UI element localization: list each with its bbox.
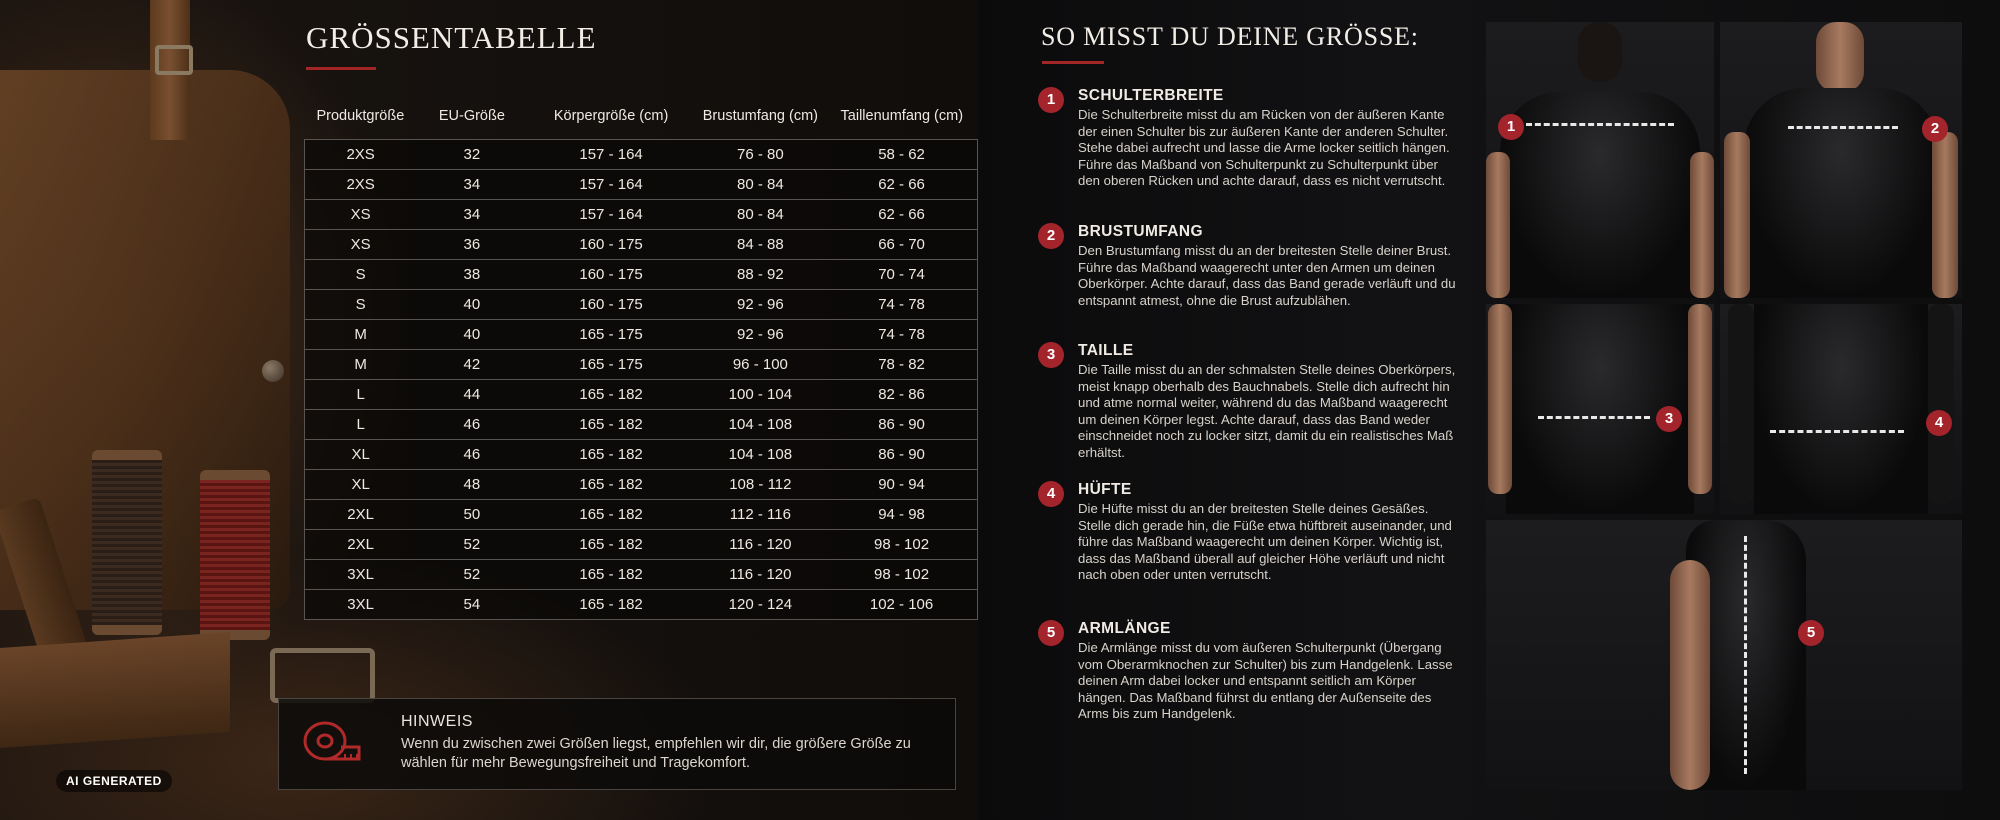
ai-generated-badge: AI GENERATED [56,770,172,792]
table-row [305,230,978,260]
size-table-body [305,140,978,620]
table-cell: 70 - 74 [826,260,977,290]
table-cell: 84 - 88 [695,230,826,260]
table-cell: 108 - 112 [695,470,826,500]
table-cell: XL [305,440,417,470]
table-cell: S [305,260,417,290]
table-cell: 74 - 78 [826,320,977,350]
table-row [305,380,978,410]
photo-shoulder-back [1486,22,1714,298]
table-cell: 50 [416,500,527,530]
header-eu-size: EU-Größe [438,108,505,124]
table-cell: 92 - 96 [695,320,826,350]
step-number-badge: 4 [1038,481,1064,507]
table-cell: 157 - 164 [528,170,695,200]
photo-shoulder-front [1720,22,1962,298]
step-title: ARMLÄNGE [1078,620,1171,637]
hint-text: Wenn du zwischen zwei Größen liegst, empfehlen wir dir, die größere Größe zu wählen für mehr Bewegungsfreiheit und Tragekomfort. [401,736,911,771]
table-cell: 165 - 182 [528,470,695,500]
table-cell: 160 - 175 [528,290,695,320]
table-cell: M [305,320,417,350]
photo-badge: 3 [1656,406,1682,432]
size-chart-panel [0,0,978,820]
table-cell: 86 - 90 [826,440,977,470]
table-cell: 88 - 92 [695,260,826,290]
step-title: TAILLE [1078,342,1134,359]
table-cell: XS [305,200,417,230]
table-cell: 62 - 66 [826,170,977,200]
table-row [305,440,978,470]
step-title: HÜFTE [1078,481,1132,498]
table-row [305,350,978,380]
step-number-badge: 2 [1038,223,1064,249]
table-cell: 52 [416,530,527,560]
table-cell: 98 - 102 [826,560,977,590]
header-product-size: Produktgröße [316,108,405,124]
step-title: SCHULTERBREITE [1078,87,1224,104]
table-row [305,470,978,500]
table-cell: 32 [416,140,527,170]
table-cell: 80 - 84 [695,200,826,230]
table-cell: 44 [416,380,527,410]
table-cell: 80 - 84 [695,170,826,200]
table-cell: 104 - 108 [695,410,826,440]
table-cell: 46 [416,440,527,470]
table-cell: 58 - 62 [826,140,977,170]
step-text: Den Brustumfang misst du an der breitesten Stelle deiner Brust. Führe das Maßband waagerecht unter den Armen um deinen Oberkörper. Achte darauf, dass das Band gerade verläuft und du entspannt atmest, ohne die Brust aufzublähen. [1078,243,1456,308]
table-cell: 165 - 182 [528,380,695,410]
table-cell: 160 - 175 [528,260,695,290]
table-cell: 165 - 175 [528,320,695,350]
table-cell: 82 - 86 [826,380,977,410]
photo-badge: 5 [1798,620,1824,646]
table-cell: S [305,290,417,320]
step-text: Die Taille misst du an der schmalsten Stelle deines Oberkörpers, meist knapp oberhalb des Bauchnabels. Stelle dich aufrecht hin und atme normal weiter, während du das Maßband waagerecht um deinen Körper legst. Achte darauf, dass das Band weder einschneidet noch zu locker sitzt, damit du ein realistisches Maß erhältst. [1078,362,1456,460]
apron-rivet-image [262,360,284,382]
title-underline [306,67,376,70]
size-table-header [305,105,978,127]
photo-waist [1486,304,1714,514]
step-number-badge: 1 [1038,87,1064,113]
table-cell: 157 - 164 [528,140,695,170]
table-cell: 36 [416,230,527,260]
size-table-title: GRÖSSENTABELLE [306,20,597,55]
red-thread-spool-image [200,470,270,640]
table-cell: 94 - 98 [826,500,977,530]
table-cell: XS [305,230,417,260]
photo-badge: 2 [1922,116,1948,142]
table-row [305,170,978,200]
table-cell: 165 - 182 [528,500,695,530]
table-cell: 98 - 102 [826,530,977,560]
photo-badge: 1 [1498,114,1524,140]
table-cell: M [305,350,417,380]
table-cell: 48 [416,470,527,500]
table-cell: 116 - 120 [695,530,826,560]
table-cell: 3XL [305,560,417,590]
table-cell: 165 - 182 [528,410,695,440]
table-cell: 100 - 104 [695,380,826,410]
table-cell: 96 - 100 [695,350,826,380]
table-cell: 116 - 120 [695,560,826,590]
table-cell: 90 - 94 [826,470,977,500]
size-table [304,105,978,620]
table-cell: 160 - 175 [528,230,695,260]
step-text: Die Armlänge misst du vom äußeren Schulterpunkt (Übergang vom Oberarmknochen zur Schulter) bis zum Handgelenk. Lasse deinen Arm dabei locker und entspannt seitlich am Körper hängen. Das Maßband führst du entlang der Außenseite des Arms bis zum Handgelenk. [1078,640,1453,722]
table-cell: 165 - 182 [528,590,695,620]
step-text: Die Hüfte misst du an der breitesten Stelle deines Gesäßes. Stelle dich gerade hin, die Füße etwa hüftbreit auseinander, und führe das Maßband waagerecht um deinen Körper. Wichtig ist, dass das Maßband überall auf gleicher Höhe verläuft und nicht nach oben oder unten verrutscht. [1078,501,1452,583]
table-cell: 157 - 164 [528,200,695,230]
table-cell: 2XS [305,140,417,170]
header-waist: Taillenumfang (cm) [840,108,964,124]
table-cell: 165 - 182 [528,560,695,590]
photo-hip [1720,304,1962,514]
table-cell: 165 - 182 [528,440,695,470]
step-text: Die Schulterbreite misst du am Rücken von der äußeren Kante der einen Schulter bis zur äußeren Kante der anderen Schulter. Stehe dabei aufrecht und lasse die Arme locker seitlich hängen. Führe das Maßband von Schulterpunkt zu Schulterpunkt über den oberen Rücken und achte darauf, dass es nicht verrutscht. [1078,107,1450,189]
table-cell: XL [305,470,417,500]
table-row [305,590,978,620]
table-cell: L [305,380,417,410]
table-row [305,290,978,320]
table-cell: 120 - 124 [695,590,826,620]
measuring-tape-icon [301,717,363,769]
photo-arm-length [1486,520,1962,790]
step-number-badge: 5 [1038,620,1064,646]
table-cell: 38 [416,260,527,290]
photo-badge: 4 [1926,410,1952,436]
table-cell: L [305,410,417,440]
table-cell: 76 - 80 [695,140,826,170]
table-row [305,530,978,560]
strap-buckle-image [155,45,193,75]
table-cell: 102 - 106 [826,590,977,620]
table-row [305,500,978,530]
table-row [305,320,978,350]
table-cell: 165 - 175 [528,350,695,380]
table-cell: 165 - 182 [528,530,695,560]
table-cell: 78 - 82 [826,350,977,380]
belt-buckle-image [270,648,375,703]
dark-thread-spool-image [92,450,162,635]
table-cell: 54 [416,590,527,620]
table-cell: 52 [416,560,527,590]
table-cell: 92 - 96 [695,290,826,320]
table-cell: 86 - 90 [826,410,977,440]
table-cell: 3XL [305,590,417,620]
table-row [305,200,978,230]
table-cell: 2XS [305,170,417,200]
table-cell: 74 - 78 [826,290,977,320]
table-row [305,410,978,440]
table-cell: 34 [416,200,527,230]
measure-title-underline [1042,61,1104,64]
table-row [305,140,978,170]
header-chest: Brustumfang (cm) [702,108,818,124]
table-cell: 34 [416,170,527,200]
wood-block-image [0,632,230,748]
table-cell: 62 - 66 [826,200,977,230]
table-cell: 40 [416,320,527,350]
table-row [305,560,978,590]
table-cell: 2XL [305,530,417,560]
table-cell: 40 [416,290,527,320]
step-title: BRUSTUMFANG [1078,223,1203,240]
measure-title: SO MISST DU DEINE GRÖSSE: [1041,22,1419,51]
hint-title: HINWEIS [401,713,473,730]
table-cell: 104 - 108 [695,440,826,470]
header-body-height: Körpergröße (cm) [553,108,669,124]
table-cell: 46 [416,410,527,440]
step-number-badge: 3 [1038,342,1064,368]
hint-box [278,698,956,790]
table-cell: 112 - 116 [695,500,826,530]
table-row [305,260,978,290]
table-cell: 42 [416,350,527,380]
table-cell: 66 - 70 [826,230,977,260]
table-cell: 2XL [305,500,417,530]
